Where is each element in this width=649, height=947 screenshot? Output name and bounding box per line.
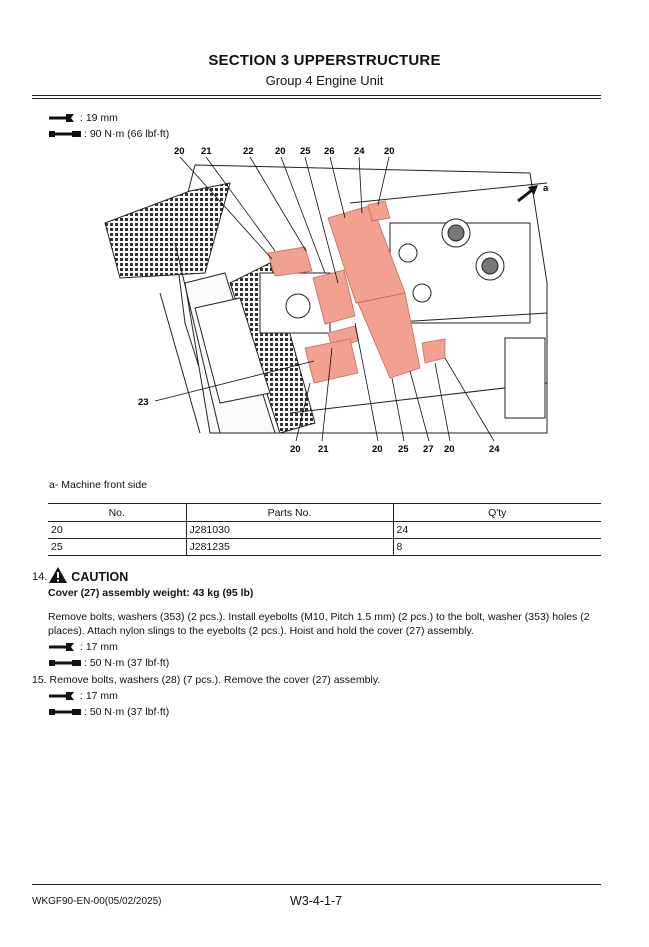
callout-number: 20 [384, 146, 395, 157]
table-row [48, 539, 601, 556]
callout-number: 21 [318, 444, 329, 455]
page-number: W3-4-1-7 [290, 894, 343, 908]
callout-number: 22 [243, 146, 254, 157]
callout-number: 23 [138, 397, 149, 408]
column-header: Q'ty [393, 504, 601, 522]
column-header: Parts No. [186, 504, 393, 522]
tool-line [48, 128, 169, 140]
callout-number: 20 [275, 146, 286, 157]
table-row [48, 522, 601, 539]
step-15-instruction: Remove bolts, washers (28) (7 pcs.). Remove the cover (27) assembly. [49, 674, 381, 686]
table-header-row [48, 504, 601, 522]
tool-line [48, 112, 118, 124]
callouts-bottom [290, 444, 500, 455]
torque-value: : 50 N·m (37 lbf·ft) [84, 706, 170, 718]
engine-cover-figure [100, 143, 552, 464]
step-14 [32, 566, 128, 587]
callout-number: 27 [423, 444, 434, 455]
wrench-size: : 17 mm [80, 641, 118, 653]
wrench-icon [48, 691, 78, 701]
wrench-icon [48, 113, 78, 123]
callout-number: 20 [290, 444, 301, 455]
parts-table [48, 503, 601, 556]
callout-number: 25 [300, 146, 311, 157]
table-cell: 8 [393, 539, 601, 556]
wrench-size: : 17 mm [80, 690, 118, 702]
wrench-icon [48, 642, 78, 652]
step-number: 14. [32, 570, 48, 583]
weight-note: Cover (27) assembly weight: 43 kg (95 lb) [48, 587, 254, 599]
tool-line [48, 641, 118, 653]
step-15 [32, 674, 380, 686]
table-cell: 25 [48, 539, 186, 556]
callout-number: 20 [372, 444, 383, 455]
callout-number: 21 [201, 146, 212, 157]
header-rule [32, 98, 601, 99]
torque-value: : 90 N·m (66 lbf·ft) [84, 128, 170, 140]
table-cell: 24 [393, 522, 601, 539]
warning-triangle-icon [48, 566, 68, 587]
step-number: 15. [32, 674, 47, 686]
callout-number: 20 [444, 444, 455, 455]
callout-number: 24 [489, 444, 500, 455]
wrench-size: : 19 mm [80, 112, 118, 124]
tool-line [48, 690, 118, 702]
table-cell: J281030 [186, 522, 393, 539]
torque-value: : 50 N·m (37 lbf·ft) [84, 657, 170, 669]
callout-number: 26 [324, 146, 335, 157]
header-rule [32, 95, 601, 96]
callout-number: 24 [354, 146, 365, 157]
callout-number: 25 [398, 444, 409, 455]
column-header: No. [48, 504, 186, 522]
table-cell: J281235 [186, 539, 393, 556]
torque-wrench-icon [48, 707, 82, 717]
tool-line [48, 657, 169, 669]
footer-rule [32, 884, 601, 885]
tool-line [48, 706, 169, 718]
group-title: Group 4 Engine Unit [265, 73, 384, 88]
figure-caption: a- Machine front side [49, 479, 148, 491]
direction-label: a [543, 183, 549, 194]
caution-label: CAUTION [71, 569, 129, 584]
callouts-top [174, 146, 395, 157]
step-14-instruction: Remove bolts, washers (353) (2 pcs.). Install eyebolts (M10, Pitch 1.5 mm) (2 pcs.) to the bolt, washer (353) holes (2 places). Attach nylon slings to the eyebolts (2 pcs.). Hoist and hold the cover (27) assembly. [48, 611, 590, 637]
table-cell: 20 [48, 522, 186, 539]
torque-wrench-icon [48, 658, 82, 668]
torque-wrench-icon [48, 129, 82, 139]
section-title: SECTION 3 UPPERSTRUCTURE [208, 52, 441, 69]
callout-number: 20 [174, 146, 185, 157]
document-code: WKGF90-EN-00(05/02/2025) [32, 896, 162, 907]
